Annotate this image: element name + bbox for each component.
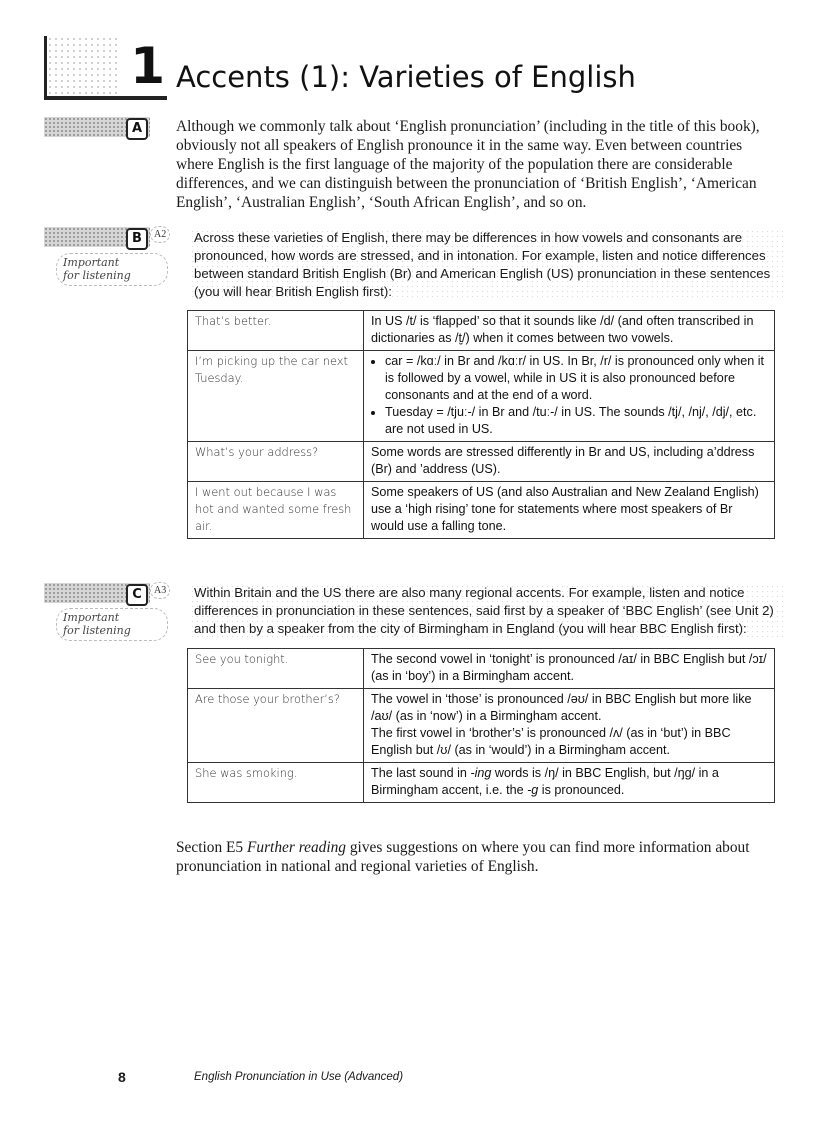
note-line-2: for listening <box>63 269 131 282</box>
page-title: Accents (1): Varieties of English <box>176 60 636 94</box>
closing-post: gives suggestions on where you can find more information about pronunciation in national and regional varieties of English. <box>176 839 750 875</box>
section-c-listening-note <box>56 608 168 641</box>
section-a-letter: A <box>126 118 148 140</box>
further-reading-link[interactable]: Further reading <box>246 839 347 856</box>
explanation-suffix-ing: -ing <box>470 766 492 780</box>
unit-number-block <box>44 36 167 100</box>
explanation-part: is pronounced. <box>538 783 625 797</box>
note-line-1: Important <box>63 256 120 269</box>
table-row <box>188 311 775 351</box>
section-c-example-table <box>187 648 775 803</box>
section-b-label <box>44 227 150 247</box>
section-b-example-table <box>187 310 775 539</box>
section-c-letter: C <box>126 584 148 606</box>
list-item: • car = /kɑː/ in Br and /kɑːr/ in US. In Br, /r/ is pronounced only when it is followed by a vowel, while in US it is also pronounced before consonants and at the end of a word. <box>385 353 768 404</box>
further-reading-paragraph <box>176 838 776 876</box>
explanation-part: The last sound in <box>371 766 471 780</box>
table-row <box>188 351 775 442</box>
page-number: 8 <box>118 1069 126 1085</box>
note-line-1: Important <box>63 611 120 624</box>
explanation-part: words is /ŋ/ in BBC English, but /ŋg/ in a Birmingham accent, i.e. the <box>371 766 719 797</box>
example-sentence: See you tonight. <box>188 649 364 689</box>
example-explanation: In US /t/ is ‘flapped’ so that it sounds like /d/ (and often transcribed in dictionaries as /t̬/) when it comes between two vowels. <box>364 311 775 351</box>
explanation-line: The vowel in ‘those’ is pronounced /əʊ/ in BBC English but more like /aʊ/ (as in ‘now’) in a Birmingham accent. <box>371 692 752 723</box>
example-sentence: She was smoking. <box>188 763 364 803</box>
book-title: English Pronunciation in Use (Advanced) <box>194 1071 404 1083</box>
unit-stipple-decoration <box>47 36 117 96</box>
table-row <box>188 763 775 803</box>
unit-number: 1 <box>130 37 163 95</box>
example-explanation <box>364 763 775 803</box>
table-row <box>188 442 775 482</box>
section-b-listening-note <box>56 253 168 286</box>
example-explanation: Some speakers of US (and also Australian and New Zealand English) use a ‘high rising’ tone for statements where most speakers of Br would use a falling tone. <box>364 482 775 539</box>
table-row <box>188 482 775 539</box>
example-explanation: Some words are stressed differently in Br and US, including a’ddress (Br) and ’address (US). <box>364 442 775 482</box>
section-c-label <box>44 583 150 603</box>
example-sentence: I’m picking up the car next Tuesday. <box>188 351 364 442</box>
section-c-intro: Within Britain and the US there are also many regional accents. For example, listen and notice differences in pronunciation in these sentences, said first by a speaker of ‘BBC English’ (see Unit 2) and then by a speaker from the city of Birmingham in England (you will hear BBC English first): <box>190 584 784 638</box>
section-b-audio-track[interactable]: A2 <box>150 226 170 243</box>
section-a-label <box>44 117 150 137</box>
section-b-letter: B <box>126 228 148 250</box>
explanation-bullet-list <box>371 353 768 438</box>
section-a-text: Although we commonly talk about ‘English pronunciation’ (including in the title of this book), obviously not all speakers of English pronounce it in the same way. Even between countries where English is the first language of the majority of the population there are considerable differences, and we can distinguish between the pronunciation of ‘British English’, ‘American English’, ‘Australian English’, ‘South African English’, and so on. <box>176 118 760 211</box>
example-explanation <box>364 351 775 442</box>
example-sentence: That’s better. <box>188 311 364 351</box>
table-row <box>188 649 775 689</box>
example-sentence: Are those your brother’s? <box>188 689 364 763</box>
section-b-intro: Across these varieties of English, there may be differences in how vowels and consonants are pronounced, how words are stressed, and in intonation. For example, listen and notice differences between standard British English (Br) and American English (US) pronunciation in these sentences (you will hear British English first): <box>190 229 784 301</box>
note-line-2: for listening <box>63 624 131 637</box>
closing-pre: Section E5 <box>176 839 247 856</box>
list-item: • Tuesday = /tjuː-/ in Br and /tuː-/ in US. The sounds /tj/, /nj/, /dj/, etc. are not used in US. <box>385 404 768 438</box>
example-sentence: I went out because I was hot and wanted some fresh air. <box>188 482 364 539</box>
explanation-suffix-g: -g <box>527 783 539 797</box>
explanation-line: The first vowel in ‘brother’s’ is pronounced /ʌ/ (as in ‘but’) in BBC English but /ʊ/ (as in ‘would’) in a Birmingham accent. <box>371 726 731 757</box>
example-explanation <box>364 689 775 763</box>
example-explanation: The second vowel in ‘tonight’ is pronounced /aɪ/ in BBC English but /ɔɪ/ (as in ‘boy’) in a Birmingham accent. <box>364 649 775 689</box>
section-c-audio-track[interactable]: A3 <box>150 582 170 599</box>
table-row <box>188 689 775 763</box>
example-sentence: What’s your address? <box>188 442 364 482</box>
